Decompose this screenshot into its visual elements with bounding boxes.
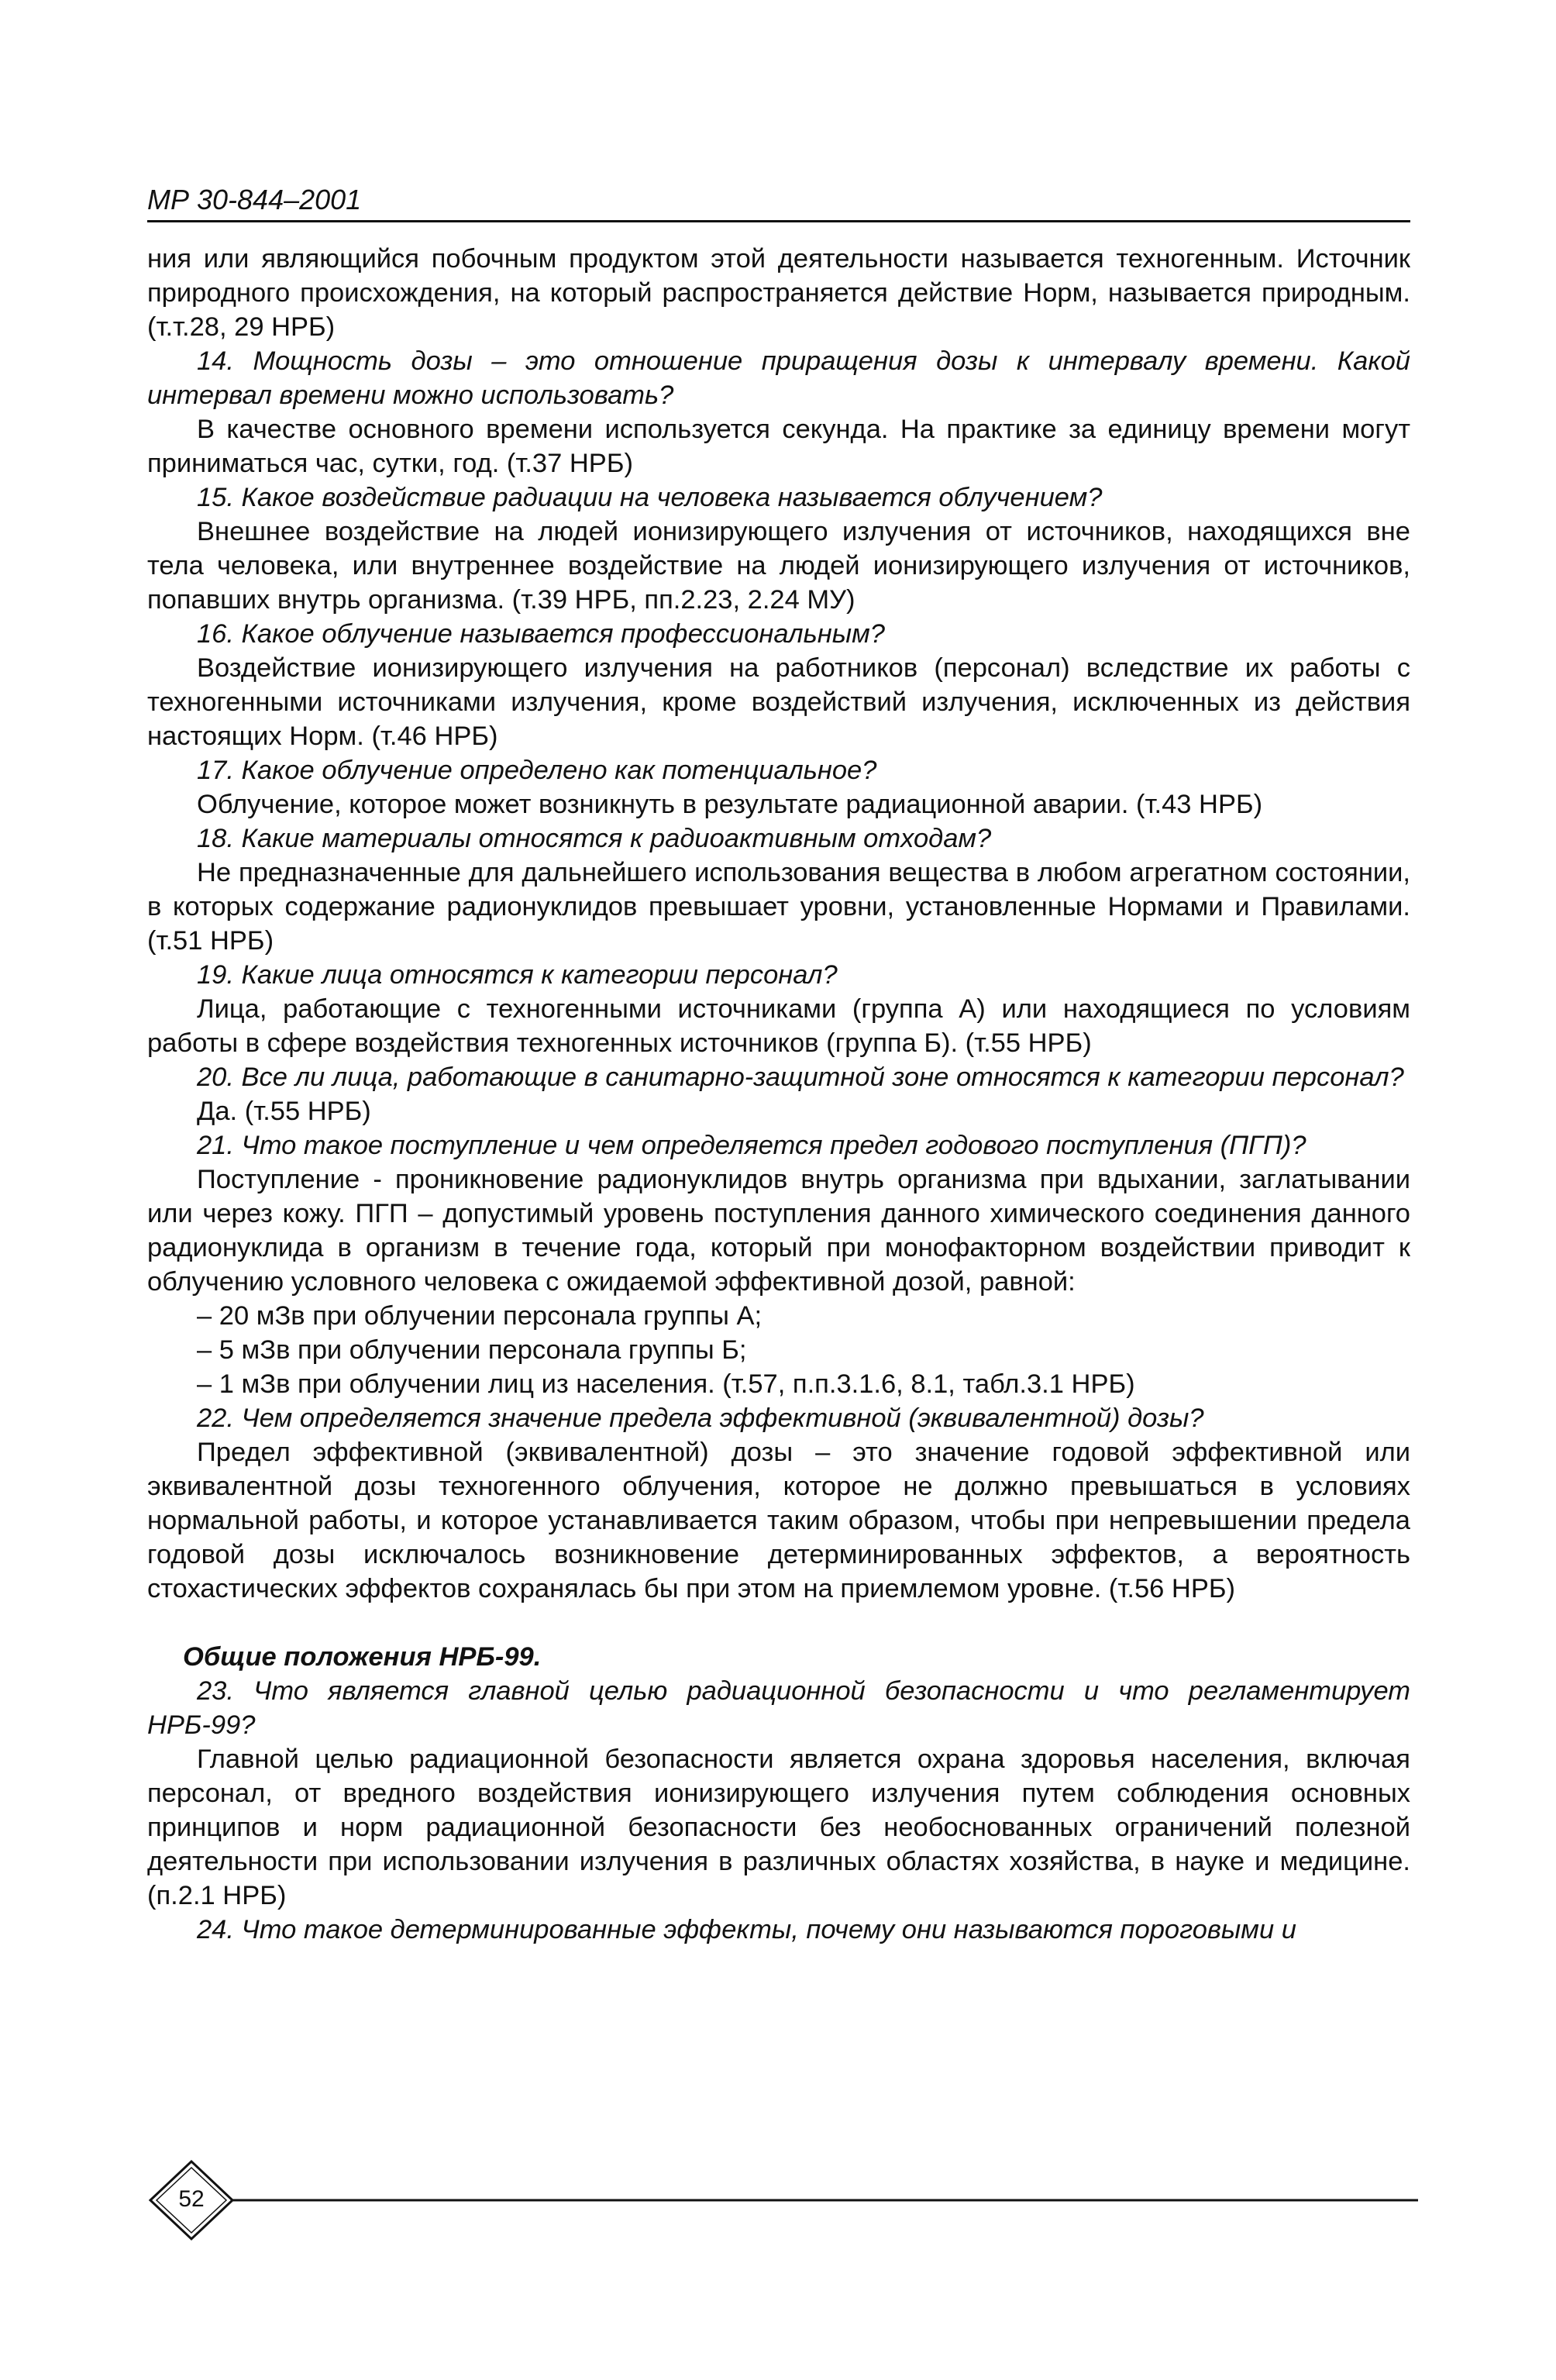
answer-15: Внешнее воздействие на людей ионизирующего излучения от источников, находящихся вне тела человека, или внутреннее воздействие на людей ионизирующего излучения от источников, попавших внутрь организма. (т.39 НРБ, пп.2.23, 2.24 МУ) bbox=[147, 517, 1410, 615]
question-23: 23. Что является главной целью радиационной безопасности и что регламентирует НРБ-99? bbox=[147, 1676, 1410, 1740]
question-15: 15. Какое воздействие радиации на человека называется облучением? bbox=[197, 483, 1103, 512]
question-21: 21. Что такое поступление и чем определяется предел годового поступления (ПГП)? bbox=[197, 1131, 1306, 1160]
answer-16: Воздействие ионизирующего излучения на работников (персонал) вследствие их работы с техногенными источниками излучения, кроме воздействий излучения, исключенных из действия настоящих Норм. (т.46 НРБ) bbox=[147, 653, 1410, 751]
answer-20: Да. (т.55 НРБ) bbox=[197, 1097, 371, 1126]
answer-21: Поступление - проникновение радионуклидов внутрь организма при вдыхании, заглатывании или через кожу. ПГП – допустимый уровень поступления данного химического соединения данного радионуклида в организм в течение года, который при монофакторном воздействии приводит к облучению условного человека с ожидаемой эффективной дозой, равной: bbox=[147, 1165, 1410, 1297]
answer-21-list-item: – 5 мЗв при облучении персонала группы Б; bbox=[197, 1335, 747, 1365]
page-header bbox=[147, 183, 1410, 217]
question-24: 24. Что такое детерминированные эффекты, почему они называются пороговыми и bbox=[197, 1915, 1296, 1944]
page-body bbox=[147, 242, 1410, 1947]
question-20: 20. Все ли лица, работающие в санитарно-защитной зоне относятся к категории персонал? bbox=[197, 1063, 1404, 1092]
question-19: 19. Какие лица относятся к категории персонал? bbox=[197, 960, 838, 990]
answer-18: Не предназначенные для дальнейшего использования вещества в любом агрегатном состоянии, в которых содержание радионуклидов превышает уровни, установленные Нормами и Правилами. (т.51 НРБ) bbox=[147, 858, 1410, 956]
section-heading: Общие положения НРБ-99. bbox=[183, 1642, 542, 1672]
answer-23: Главной целью радиационной безопасности является охрана здоровья населения, включая персонал, от вредного воздействия ионизирующего излучения путем соблюдения основных принципов и норм радиационной безопасности без необоснованных ограничений полезной деятельности при использовании излучения в различных областях хозяйства, в науке и медицине. (п.2.1 НРБ) bbox=[147, 1745, 1410, 1910]
page-footer bbox=[139, 2158, 1418, 2236]
question-14: 14. Мощность дозы – это отношение приращения дозы к интервалу времени. Какой интервал времени можно использовать? bbox=[147, 346, 1410, 410]
answer-14: В качестве основного времени используется секунда. На практике за единицу времени могут приниматься час, сутки, год. (т.37 НРБ) bbox=[147, 415, 1410, 478]
header-rule bbox=[147, 220, 1410, 222]
paragraph-continuation: ния или являющийся побочным продуктом этой деятельности называется техногенным. Источник природного происхождения, на который распространяется действие Норм, называется природным. (т.т.28, 29 НРБ) bbox=[147, 244, 1410, 342]
answer-22: Предел эффективной (эквивалентной) дозы – это значение годовой эффективной или эквивалентной дозы техногенного облучения, которое не должно превышаться в условиях нормальной работы, и которое устанавливается таким образом, чтобы при непревышении предела годовой дозы исключалось возникновение детерминированных эффектов, а вероятность стохастических эффектов сохранялась бы при этом на приемлемом уровне. (т.56 НРБ) bbox=[147, 1438, 1410, 1603]
question-18: 18. Какие материалы относятся к радиоактивным отходам? bbox=[197, 824, 992, 853]
page-number: 52 bbox=[178, 2186, 205, 2212]
answer-21-list-item: – 20 мЗв при облучении персонала группы А; bbox=[197, 1301, 763, 1331]
document-code: МР 30-844–2001 bbox=[147, 184, 362, 215]
answer-17: Облучение, которое может возникнуть в результате радиационной аварии. (т.43 НРБ) bbox=[197, 790, 1263, 819]
footer-ornament bbox=[139, 2158, 1418, 2236]
question-17: 17. Какое облучение определено как потенциальное? bbox=[197, 756, 877, 785]
question-16: 16. Какое облучение называется профессиональным? bbox=[197, 619, 885, 649]
question-22: 22. Чем определяется значение предела эффективной (эквивалентной) дозы? bbox=[197, 1404, 1204, 1433]
answer-21-list-item: – 1 мЗв при облучении лиц из населения. (т.57, п.п.3.1.6, 8.1, табл.3.1 НРБ) bbox=[197, 1369, 1135, 1399]
answer-19: Лица, работающие с техногенными источниками (группа А) или находящиеся по условиям работы в сфере воздействия техногенных источников (группа Б). (т.55 НРБ) bbox=[147, 994, 1410, 1058]
section-spacer bbox=[147, 1606, 1410, 1640]
